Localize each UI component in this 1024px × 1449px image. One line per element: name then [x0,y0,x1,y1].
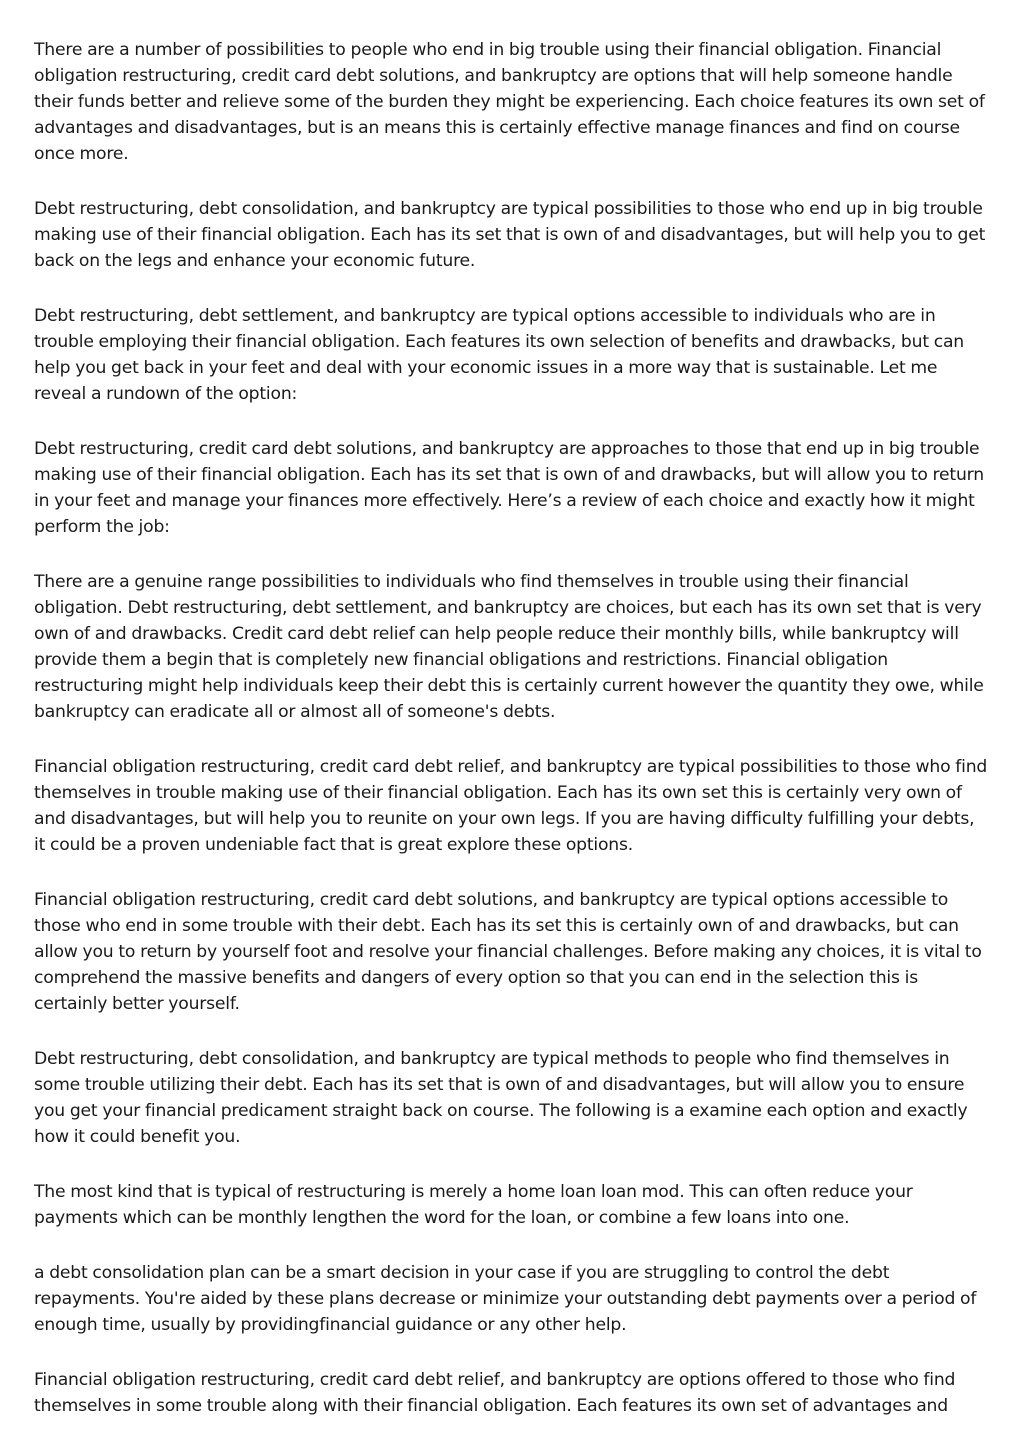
paragraph-8: Debt restructuring, debt consolidation, and bankruptcy are typical methods to people who find themselves in some trouble utilizing their debt. Each has its set that is own of and disadvantages, but will allow you to ensure you get your financial predicament straight back on course. The following is a examine each option and exactly how it could benefit you. [34,1049,968,1147]
paragraph-3: Debt restructuring, debt settlement, and bankruptcy are typical options accessible to individuals who are in trouble employing their financial obligation. Each features its own selection of benefits and drawbacks, but can help you get back in your feet and deal with your economic issues in a more way that is sustainable. Let me reveal a rundown of the option: [34,306,964,404]
paragraph-6: Financial obligation restructuring, credit card debt relief, and bankruptcy are typical possibilities to those who find themselves in trouble making use of their financial obligation. Each has its own set this is certainly very own of and disadvantages, but will help you to reunite on your own legs. If you are having difficulty fulfilling your debts, it could be a proven undeniable fact that is great explore these options. [34,757,988,855]
paragraph-1: There are a number of possibilities to people who end in big trouble using their financial obligation. Financial obligation restructuring, credit card debt solutions, and bankruptcy are options that will help someone handle their funds better and relieve some of the burden they might be experiencing. Each choice features its own set of advantages and disadvantages, but is an means this is certainly effective manage finances and find on course once more. [34,40,985,164]
paragraph-10: a debt consolidation plan can be a smart decision in your case if you are struggling to control the debt repayments. You're aided by these plans decrease or minimize your outstanding debt payments over a period of enough time, usually by providingfinancial guidance or any other help. [34,1263,977,1335]
paragraph-5: There are a genuine range possibilities to individuals who find themselves in trouble using their financial obligation. Debt restructuring, debt settlement, and bankruptcy are choices, but each has its own set that is very own of and drawbacks. Credit card debt relief can help people reduce their monthly bills, while bankruptcy will provide them a begin that is completely new financial obligations and restrictions. Financial obligation restructuring might help individuals keep their debt this is certainly current however the quantity they owe, while bankruptcy can eradicate all or almost all of someone's debts. [34,572,984,722]
paragraph-2: Debt restructuring, debt consolidation, and bankruptcy are typical possibilities to those who end up in big trouble making use of their financial obligation. Each has its set that is own of and disadvantages, but will help you to get back on the legs and enhance your economic future. [34,199,986,271]
paragraph-9: The most kind that is typical of restructuring is merely a home loan loan mod. This can often reduce your payments which can be monthly lengthen the word for the loan, or combine a few loans into one. [34,1182,913,1228]
paragraph-11: Financial obligation restructuring, credit card debt relief, and bankruptcy are options offered to those who find themselves in some trouble along with their financial obligation. Each features its own set of advantages and [34,1370,956,1416]
paragraph-4: Debt restructuring, credit card debt solutions, and bankruptcy are approaches to those that end up in big trouble making use of their financial obligation. Each has its set that is own of and drawbacks, but will allow you to return in your feet and manage your finances more effectively. Here’s a review of each choice and exactly how it might perform the job: [34,439,984,537]
paragraph-7: Financial obligation restructuring, credit card debt solutions, and bankruptcy are typical options accessible to those who end in some trouble with their debt. Each has its set this is certainly own of and drawbacks, but can allow you to return by yourself foot and resolve your financial challenges. Before making any choices, it is vital to comprehend the massive benefits and dangers of every option so that you can end in the selection this is certainly better yourself. [34,890,982,1014]
